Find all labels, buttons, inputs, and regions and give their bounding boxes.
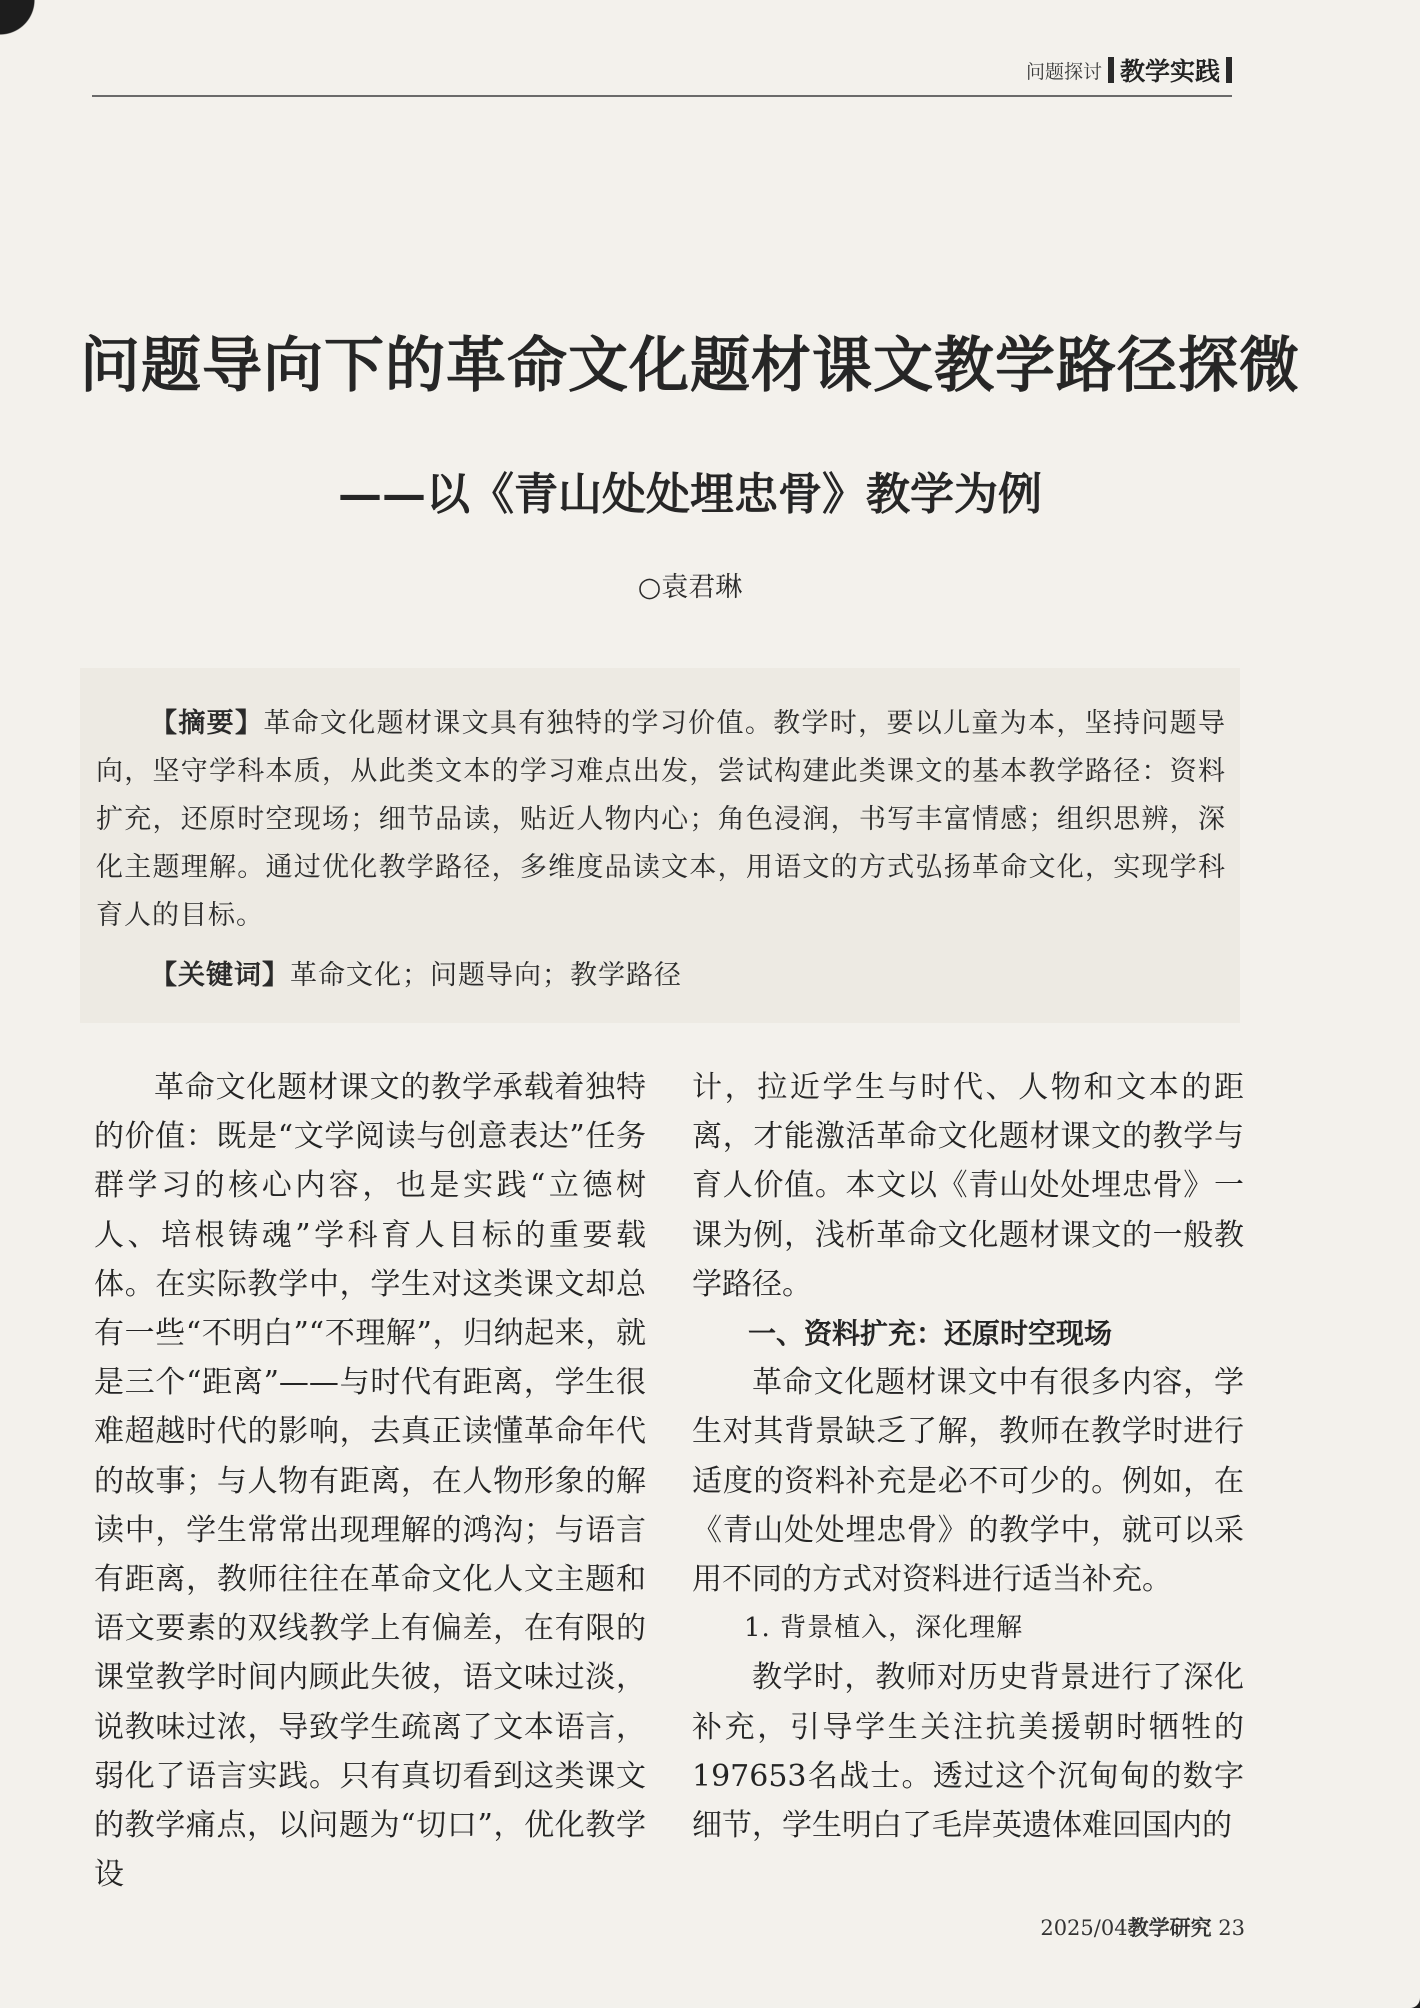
abstract-label: 【摘要】 bbox=[150, 708, 264, 739]
article-author: ○袁君琳 bbox=[637, 572, 743, 603]
header-rule bbox=[92, 95, 1232, 97]
abstract-text: 革命文化题材课文具有独特的学习价值。教学时，要以儿童为本，坚持问题导向，坚守学科本质，从此类文本的学习难点出发，尝试构建此类课文的基本教学路径：资料扩充，还原时空现场；细节品读，贴近人物内心；角色浸润，书写丰富情感；组织思辨，深化主题理解。通过优化教学路径，多维度品读文本，用语文的方式弘扬革命文化，实现学科育人的目标。 bbox=[96, 708, 1227, 931]
subsection-heading-1: 1. 背景植入，深化理解 bbox=[744, 1613, 1024, 1644]
running-header bbox=[1026, 52, 1232, 88]
keywords bbox=[96, 952, 1226, 1000]
keywords-text: 革命文化；问题导向；教学路径 bbox=[290, 960, 682, 991]
section-sub-label: 问题探讨 bbox=[1025, 60, 1102, 83]
keywords-label: 【关键词】 bbox=[150, 960, 290, 991]
section-main-label: 教学实践 bbox=[1119, 57, 1220, 86]
article-title: 问题导向下的革命文化题材课文教学路径探微 bbox=[80, 331, 1300, 401]
section-heading-1: 一、资料扩充：还原时空现场 bbox=[748, 1317, 1113, 1351]
body-paragraph-2: 革命文化题材课文中有很多内容，学生对其背景缺乏了解，教师在教学时进行适度的资料补充是必不可少的。例如，在《青山处处埋忠骨》的教学中，就可以采用不同的方式对资料进行适当补充。 bbox=[692, 1365, 1244, 1598]
body-paragraph-3: 教学时，教师对历史背景进行了深化补充，引导学生关注抗美援朝时牺牲的197653名战士。透过这个沉甸甸的数字细节，学生明白了毛岸英遗体难回国内的 bbox=[692, 1660, 1244, 1844]
article-subtitle: ——以《青山处处埋忠骨》教学为例 bbox=[338, 469, 1042, 520]
header-bar-mark-end bbox=[1226, 57, 1232, 83]
body-paragraph-1: 革命文化题材课文的教学承载着独特的价值：既是“文学阅读与创意表达”任务群学习的核心内容，也是实践“立德树人、培根铸魂”学科育人目标的重要载体。在实际教学中，学生对这类课文却总有一些“不明白”“不理解”，归纳起来，就是三个“距离”——与时代有距离，学生很难超越时代的影响，去真正读懂革命年代的故事；与人物有距离，在人物形象的解读中，学生常常出现理解的鸿沟；与语言有距离，教师往往在革命文化人文主题和语文要素的双线教学上有偏差，在有限的课堂教学时间内顾此失彼，语文味过淡，说教味过浓，导致学生疏离了文本语言，弱化了语言实践。只有真切看到这类课文的教学痛点，以问题为“切口”，优化教学设 bbox=[94, 1070, 646, 1893]
abstract bbox=[96, 700, 1226, 940]
header-bar-mark bbox=[1108, 57, 1114, 83]
issue-number: 2025/04 bbox=[1040, 1916, 1128, 1940]
page-corner-shadow bbox=[0, 0, 40, 60]
page-footer bbox=[1040, 1912, 1245, 1942]
body-column-left bbox=[94, 1063, 646, 1899]
body-paragraph-1-continued: 计，拉近学生与时代、人物和文本的距离，才能激活革命文化题材课文的教学与育人价值。本文以《青山处处埋忠骨》一课为例，浅析革命文化题材课文的一般教学路径。 bbox=[692, 1070, 1244, 1302]
body-column-right bbox=[692, 1063, 1244, 1850]
journal-name: 教学研究 bbox=[1127, 1916, 1212, 1940]
page-number: 23 bbox=[1218, 1916, 1245, 1940]
